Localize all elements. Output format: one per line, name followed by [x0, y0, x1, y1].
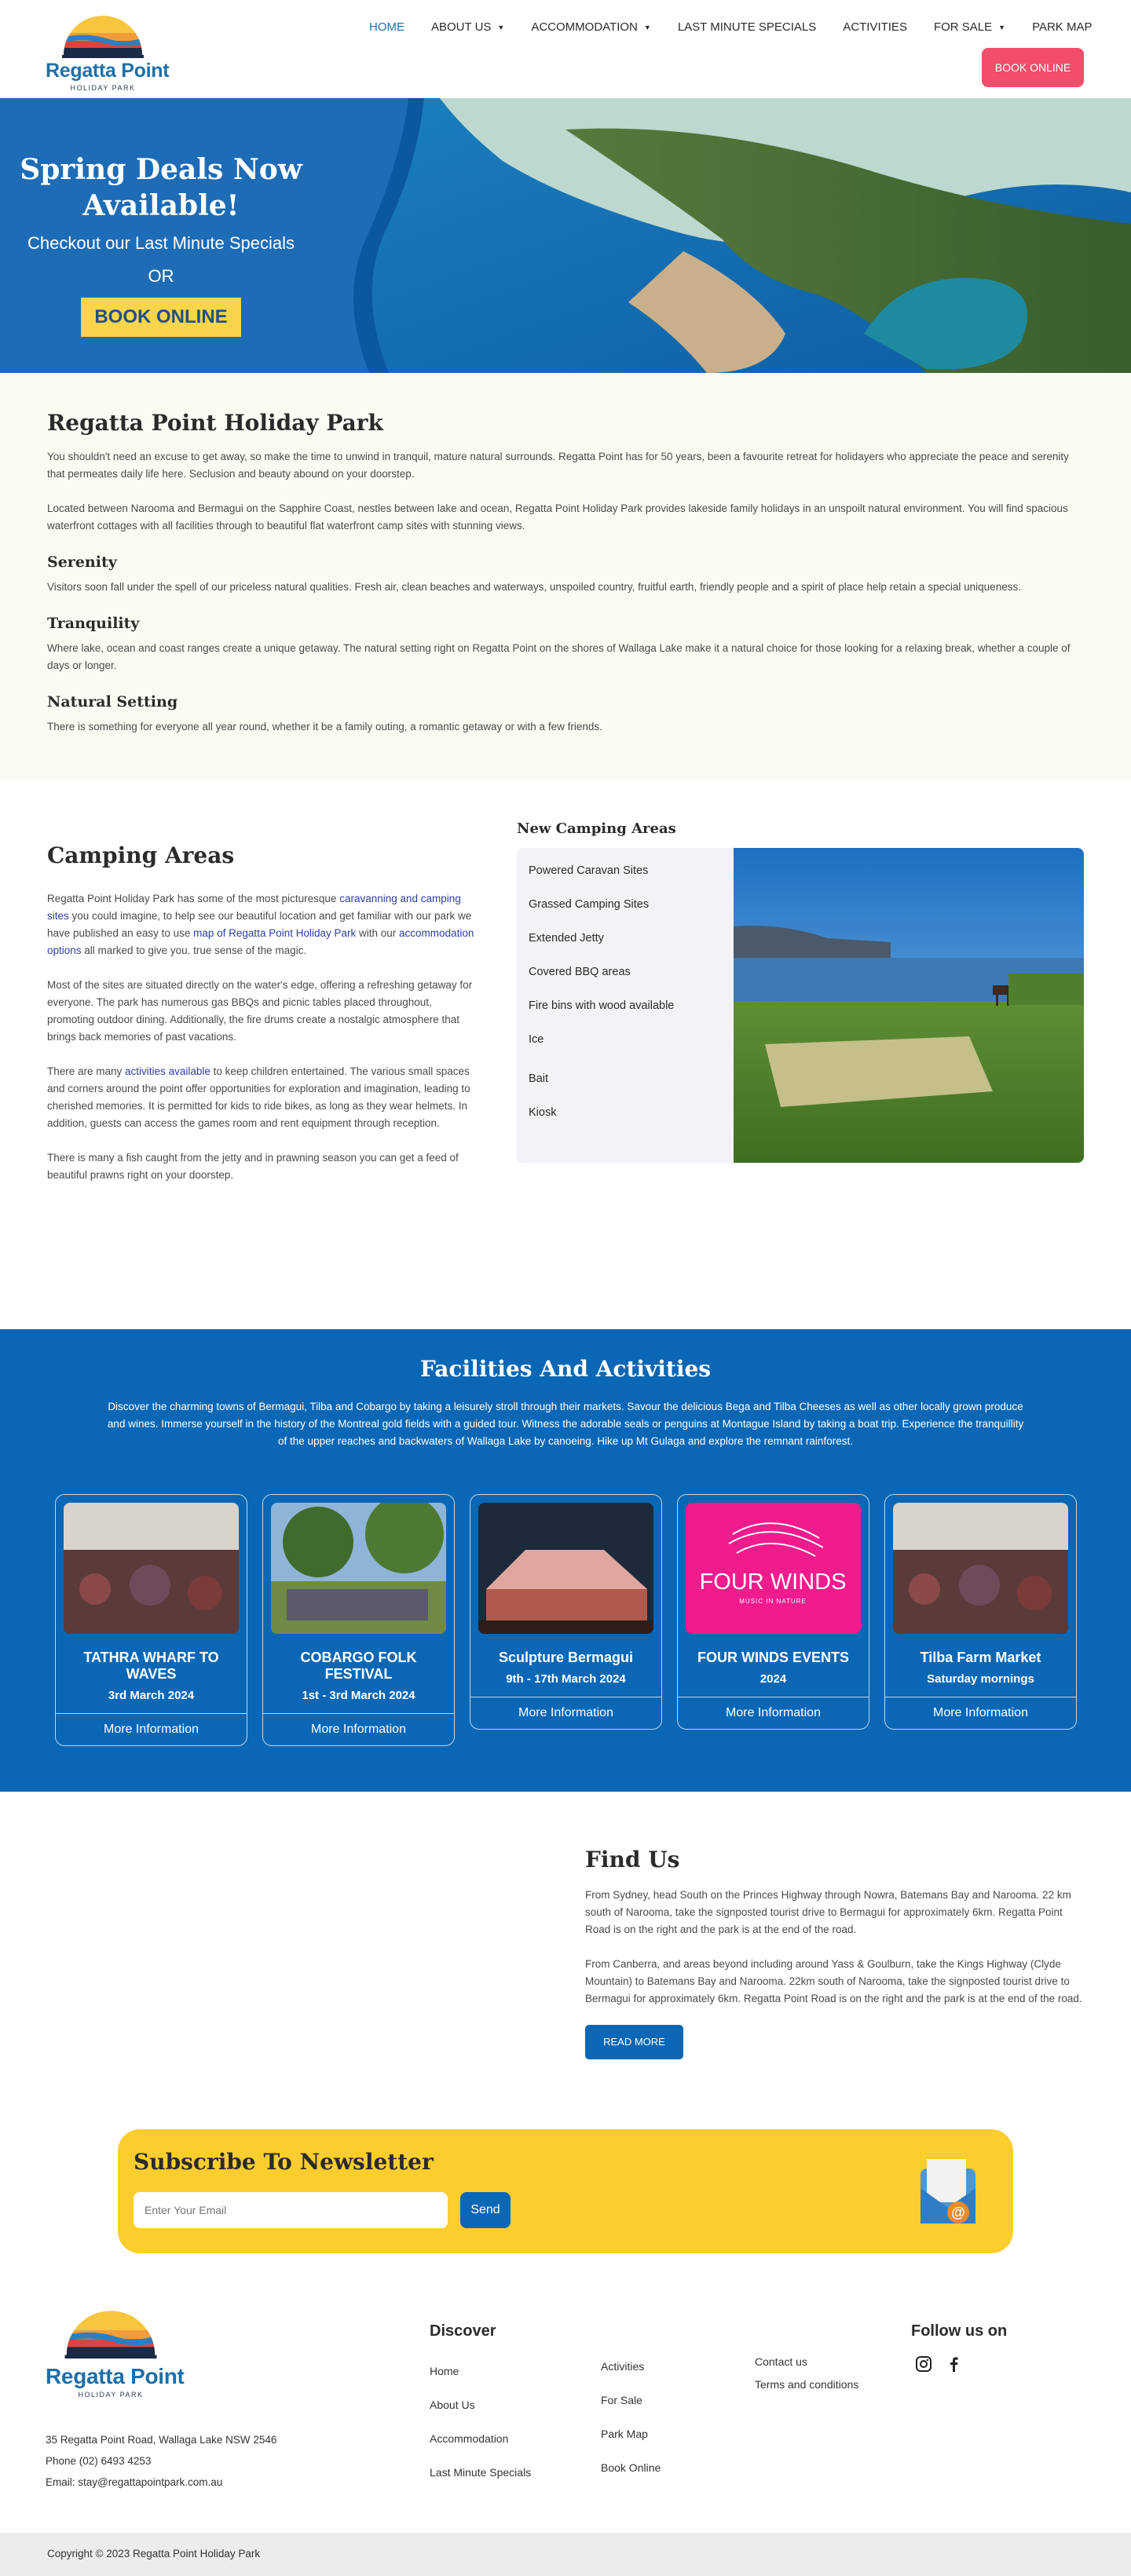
nav-label: ACCOMMODATION [531, 20, 638, 34]
footer-link-activities[interactable]: Activities [601, 2360, 645, 2373]
camping-section [0, 780, 1131, 1329]
nav-label: ABOUT US [431, 20, 492, 34]
about-paragraph: You shouldn't need an excuse to get away, so make the time to unwind in tranquil, mature natural surrounds. Regatta Point has for 50 years, been a favourite retreat for holidayers who appreciate the peace and serenity that permeates daily life here. Seclusion and beauty abound on your doorstep. [47, 451, 1069, 480]
text: you could imagine, to help see our beautiful location and get familiar with our park we have published an easy to use [47, 910, 472, 939]
footer-link-home[interactable]: Home [430, 2365, 459, 2377]
chevron-down-icon: ▼ [497, 23, 505, 31]
nav-label: HOME [369, 20, 404, 34]
hero-or: OR [148, 266, 174, 286]
copyright-bar [0, 2533, 1131, 2576]
event-date: 3rd March 2024 [108, 1689, 195, 1702]
park-map-link[interactable]: map of Regatta Point Holiday Park [193, 927, 357, 939]
find-us-paragraph: From Sydney, head South on the Princes Highway through Nowra, Batemans Bay and Narooma. 22 km south of Narooma, take the signposted tourist drive to Bermagui for approximately 6km. Regatta Point Road is on the right and the park is at the end of the road. [585, 1889, 1071, 1935]
accommodation-options-link[interactable]: accommodation options [47, 927, 474, 956]
about-title: Regatta Point Holiday Park [47, 410, 383, 436]
list-item: Grassed Camping Sites [529, 898, 650, 911]
follow-us-heading: Follow us on [911, 2322, 1008, 2340]
list-item: Covered BBQ areas [529, 966, 631, 978]
read-more-button[interactable]: READ MORE [585, 2025, 683, 2059]
copyright-text: Copyright © 2023 Regatta Point Holiday Park [47, 2548, 261, 2560]
svg-text:@: @ [951, 2205, 965, 2220]
footer-link-last-minute-specials[interactable]: Last Minute Specials [430, 2466, 532, 2479]
newsletter-section [0, 2129, 1131, 2302]
newsletter-card [118, 2129, 1013, 2253]
event-card [884, 1494, 1077, 1730]
event-date: 2024 [759, 1672, 787, 1686]
caravanning-link[interactable]: caravanning and camping sites [47, 893, 461, 922]
activities-link[interactable]: activities available [125, 1065, 210, 1077]
list-item: Kiosk [529, 1106, 557, 1119]
footer-address: 35 Regatta Point Road, Wallaga Lake NSW 2546 [46, 2434, 277, 2446]
logo-subtitle: HOLIDAY PARK [70, 84, 136, 92]
facilities-description: Discover the charming towns of Bermagui, Tilba and Cobargo by taking a leisurely stroll through their markets. Savour the delicious Bega and Tilba Cheeses as well as other locally grown produce and wines. Immerse yourself in the history of the Montreal gold fields with a guided tour. Witness the adorable seals or penguins at Montague Island by taking a boat trip. Experience the tranquillity of the upper reaches and backwaters of Wallaga Lake by canoeing. Hike up Mt Gulaga and explore the remnant rainforest. [107, 1401, 1024, 1447]
hero-subline: Checkout our Last Minute Specials [27, 233, 295, 253]
newsletter-email-input[interactable] [134, 2192, 448, 2228]
site-header [0, 0, 1131, 98]
nav-park-map[interactable] [1032, 20, 1092, 34]
about-section [0, 373, 1131, 780]
event-festival-image [271, 1503, 446, 1634]
hero-banner [0, 98, 1131, 373]
text: to keep children entertained. The various small spaces and corners around the point offer opportunities for exploration and imagination, leading to cherished memories. It is permitted for kids to ride bikes, as long as they wear helmets. In addition, guests can access the games room and rent equipment through reception. [47, 1065, 470, 1129]
four-winds-logo-image [686, 1503, 861, 1634]
event-card [470, 1494, 662, 1730]
event-title: TATHRA WHARF TO WAVES [83, 1650, 219, 1682]
nav-about-us[interactable] [431, 20, 504, 34]
hero-heading: Spring Deals Now Available! [20, 153, 302, 222]
new-camping-title: New Camping Areas [517, 820, 676, 837]
sunset-logo-icon [64, 2302, 158, 2359]
footer-phone: Phone (02) 6493 4253 [46, 2455, 152, 2467]
event-marquee-image [478, 1503, 653, 1634]
event-date: 1st - 3rd March 2024 [302, 1689, 415, 1702]
social-links [915, 2355, 962, 2377]
camping-site-photo [734, 848, 1084, 1163]
section-text-natural-setting: There is something for everyone all year round, whether it be a family outing, a romantic getaway or with a few friends. [47, 721, 602, 733]
footer-logo[interactable] [46, 2302, 185, 2399]
event-card [55, 1494, 247, 1746]
discover-heading: Discover [430, 2322, 496, 2340]
event-date: Saturday mornings [927, 1672, 1034, 1686]
section-text-serenity: Visitors soon fall under the spell of our priceless natural qualities. Fresh air, clean beaches and waterways, unspoiled country, fruitful earth, friendly people and a spirit of place help retain a special uniqueness. [47, 581, 1021, 593]
camping-title: Camping Areas [47, 842, 235, 868]
camping-features-list [529, 862, 674, 1138]
nav-home[interactable] [369, 20, 404, 34]
facilities-title: Facilities And Activities [419, 1356, 712, 1382]
text: There are many [47, 1065, 126, 1077]
event-title: Sculpture Bermagui [498, 1650, 634, 1665]
footer-link-terms[interactable]: Terms and conditions [755, 2378, 859, 2391]
mail-icon [913, 2153, 983, 2231]
event-date: 9th - 17th March 2024 [506, 1672, 626, 1686]
nav-label: LAST MINUTE SPECIALS [677, 20, 817, 34]
footer-link-contact-us[interactable]: Contact us [755, 2355, 807, 2368]
footer-link-book-online[interactable]: Book Online [601, 2461, 661, 2474]
site-footer [0, 2302, 1131, 2566]
footer-links-col1 [430, 2365, 531, 2500]
list-item: Bait [529, 1072, 548, 1085]
list-item: Fire bins with wood available [529, 999, 675, 1012]
more-information-button[interactable]: More Information [885, 1697, 1076, 1729]
four-winds-logo-text: FOUR WINDS [699, 1569, 847, 1595]
section-text-tranquility: Where lake, ocean and coast ranges create a unique getaway. The natural setting right on Regatta Point on the shores of Wallaga Lake make it a natural choice for those looking for a relaxing break, whether a couple of days or longer. [47, 642, 1071, 671]
text: all marked to give you. true sense of the magic. [81, 945, 307, 956]
find-us-paragraph: From Canberra, and areas beyond including around Yass & Goulburn, take the Kings Highway (Clyde Mountain) to Batemans Bay and Narooma. 22km south of Narooma, take the signposted tourist drive to Bermagui for approximately 6km. Regatta Point Road is on the right and the park is at the end of the road. [585, 1958, 1082, 2004]
event-title: COBARGO FOLK FESTIVAL [300, 1650, 417, 1682]
section-heading-natural-setting: Natural Setting [47, 693, 178, 711]
more-information-button[interactable]: More Information [263, 1713, 454, 1745]
four-winds-logo-subtext: MUSIC IN NATURE [739, 1598, 807, 1605]
about-paragraph: Located between Narooma and Bermagui on the Sapphire Coast, nestles between lake and ocean, Regatta Point Holiday Park provides lakeside family holidays in an unspoilt natural environment. You will find spacious waterfront cottages with all facilities through to beautiful flat waterfront camp sites with stunning views. [47, 502, 1068, 532]
camping-paragraph [47, 890, 475, 959]
event-crowd-image [64, 1503, 239, 1634]
footer-link-for-sale[interactable]: For Sale [601, 2394, 642, 2406]
footer-link-accommodation[interactable]: Accommodation [430, 2432, 509, 2445]
footer-contact [46, 2429, 276, 2493]
list-item: Extended Jetty [529, 932, 604, 945]
logo-title: Regatta Point [46, 2364, 185, 2388]
newsletter-title: Subscribe To Newsletter [134, 2149, 434, 2175]
find-us-title: Find Us [585, 1847, 680, 1873]
section-heading-serenity: Serenity [47, 554, 117, 571]
hero-text [0, 152, 322, 337]
main-nav [369, 20, 1118, 34]
nav-label: PARK MAP [1032, 20, 1093, 34]
footer-links-col2 [601, 2360, 661, 2495]
text: with our [356, 927, 400, 939]
nav-activities[interactable] [843, 20, 907, 34]
text: Regatta Point Holiday Park has some of the most picturesque [47, 893, 340, 904]
nav-label: FOR SALE [933, 20, 993, 34]
event-market-image [893, 1503, 1068, 1634]
instagram-icon[interactable] [915, 2355, 932, 2377]
event-title: Tilba Farm Market [920, 1650, 1041, 1665]
chevron-down-icon: ▼ [643, 23, 651, 31]
camping-paragraph: There is many a fish caught from the jetty and in prawning season you can get a feed of beautiful prawns right on your doorstep. [47, 1152, 459, 1181]
sunset-logo-icon [62, 8, 144, 58]
facebook-icon[interactable] [945, 2355, 962, 2377]
camping-paragraph [47, 1063, 475, 1132]
more-information-button[interactable]: More Information [56, 1713, 247, 1745]
nav-last-minute-specials[interactable] [678, 20, 816, 34]
hero-book-online-button[interactable]: BOOK ONLINE [81, 298, 240, 337]
newsletter-send-button[interactable]: Send [460, 2192, 511, 2228]
footer-email: Email: stay@regattapointpark.com.au [46, 2476, 223, 2488]
book-online-button[interactable]: BOOK ONLINE [982, 48, 1084, 87]
footer-link-park-map[interactable]: Park Map [601, 2428, 648, 2440]
site-logo[interactable] [46, 8, 170, 92]
section-heading-tranquility: Tranquility [47, 615, 140, 632]
camping-paragraph: Most of the sites are situated directly on the water's edge, offering a refreshing getaway for everyone. The park has numerous gas BBQs and picnic tables placed throughout, promoting outdoor dining. Additionally, the fire drums create a nostalgic atmosphere that brings back memories of past vacations. [47, 979, 473, 1043]
nav-accommodation[interactable] [531, 20, 650, 34]
event-title: FOUR WINDS EVENTS [697, 1650, 849, 1665]
camping-intro [47, 842, 475, 1201]
camping-features-card [517, 848, 1084, 1163]
footer-links-col3 [755, 2355, 858, 2401]
nav-for-sale[interactable] [934, 20, 1005, 34]
logo-title: Regatta Point [46, 60, 170, 82]
find-us-section [0, 1792, 1131, 2129]
event-card [262, 1494, 455, 1746]
find-us-content [585, 1847, 1088, 2059]
event-card [677, 1494, 869, 1730]
new-camping-areas [517, 820, 1084, 1163]
list-item: Powered Caravan Sites [529, 864, 649, 877]
list-item: Ice [529, 1033, 544, 1046]
chevron-down-icon: ▼ [998, 23, 1006, 31]
more-information-button[interactable]: More Information [470, 1697, 661, 1729]
footer-link-about-us[interactable]: About Us [430, 2399, 475, 2411]
logo-subtitle: HOLIDAY PARK [78, 2391, 144, 2399]
nav-label: ACTIVITIES [843, 20, 907, 34]
more-information-button[interactable]: More Information [678, 1697, 869, 1729]
facilities-section [0, 1329, 1131, 1792]
